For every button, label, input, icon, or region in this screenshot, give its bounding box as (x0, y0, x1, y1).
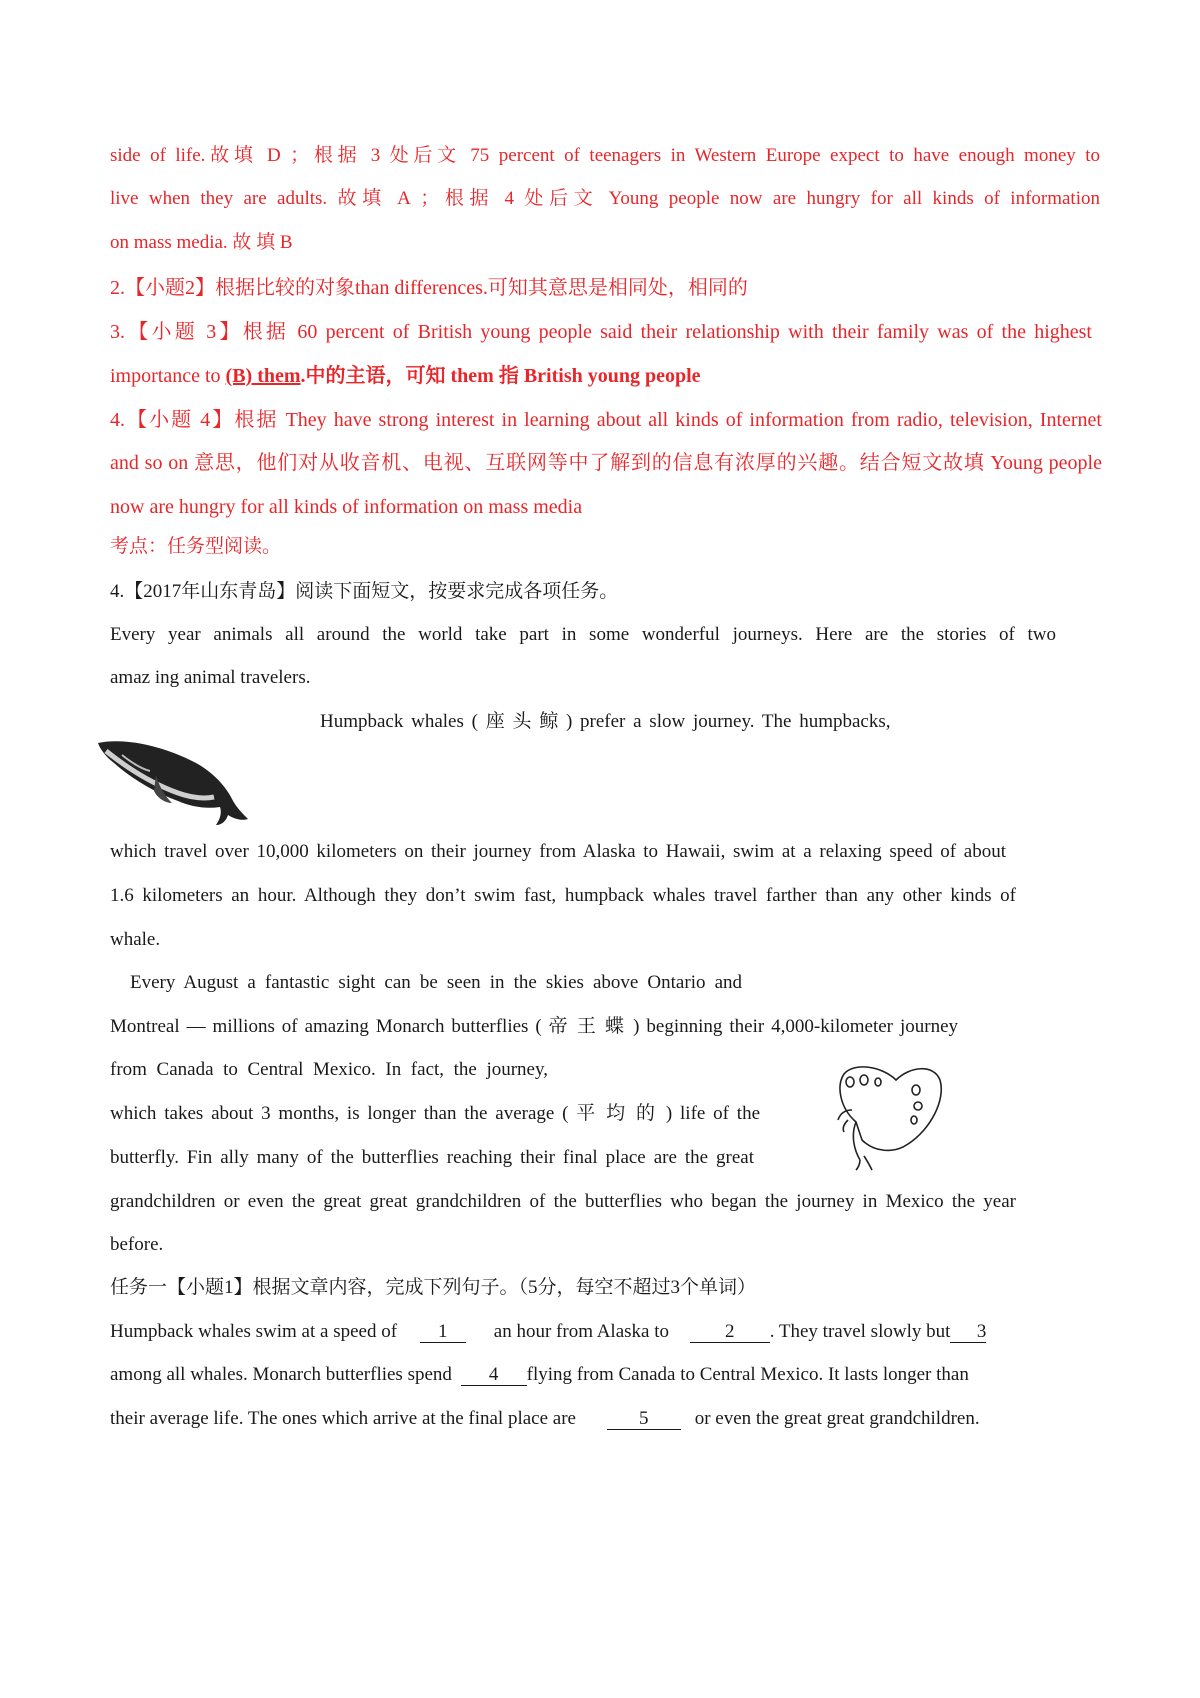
butterfly-line-1: Every August a fantastic sight can be seen in the skies above Ontario and (130, 972, 742, 993)
task-1-line-1 (110, 1320, 986, 1344)
task-1-text-b: an hour from Alaska to (493, 1321, 669, 1342)
whale-line-1: Humpback whales ( 座 头 鲸 ) prefer a slow journey. The humpbacks, (320, 711, 891, 732)
blank-4[interactable]: 4 (461, 1365, 527, 1386)
task-1-text-d: among all whales. Monarch butterflies spend (110, 1364, 452, 1385)
task-1-text-f: their average life. The ones which arrive at the final place are (110, 1408, 576, 1429)
butterfly-line-6: grandchildren or even the great great grandchildren of the butterflies who began the journey in Mexico the year (110, 1191, 1016, 1212)
butterfly-line-4: which takes about 3 months, is longer than the average ( 平 均 的 ) life of the (110, 1103, 760, 1124)
answer-3-line-2 (110, 364, 701, 388)
passage-intro-line-1: Every year animals all around the world take part in some wonderful journeys. Here are the stories of two (110, 624, 1056, 645)
kaodian: 考点：任务型阅读。 (110, 536, 282, 557)
task-1-heading: 任务一【小题1】根据文章内容，完成下列句子。（5分，每空不超过3个单词） (110, 1277, 757, 1298)
task-1-text-e: flying from Canada to Central Mexico. It lasts longer than (526, 1364, 969, 1385)
butterfly-line-2: Montreal — millions of amazing Monarch butterflies ( 帝 王 蝶 ) beginning their 4,000-kilometer journey (110, 1016, 958, 1037)
whale-line-4: whale. (110, 929, 161, 950)
butterfly-illustration (834, 1060, 944, 1172)
butterfly-line-5: butterfly. Fin ally many of the butterflies reaching their final place are the great (110, 1147, 754, 1168)
question-4-heading: 4.【2017年山东青岛】阅读下面短文，按要求完成各项任务。 (110, 581, 619, 602)
answer-4-line-2: and so on 意思，他们对从收音机、电视、互联网等中了解到的信息有浓厚的兴趣。结合短文故填 Young people (110, 452, 1102, 474)
answer-intro-line-2: live when they are adults. 故填 A ；根据 4 处后文 Young people now are hungry for all kinds of information (110, 188, 1100, 209)
humpback-whale-illustration (96, 733, 250, 827)
whale-line-3: 1.6 kilometers an hour. Although they don’t swim fast, humpback whales travel farther than any other kinds of (110, 885, 1016, 906)
butterfly-line-7: before. (110, 1234, 164, 1255)
answer-2: 2.【小题2】根据比较的对象than differences.可知其意思是相同处，相同的 (110, 277, 748, 299)
blank-3[interactable]: 3 (950, 1322, 986, 1343)
answer-intro-line-3: on mass media. 故 填 B (110, 232, 293, 253)
answer-3-post: .中的主语，可知 them 指 British young people (300, 365, 701, 387)
answer-4-line-1: 4.【小题 4】根据 They have strong interest in learning about all kinds of information from radio, television, Internet (110, 409, 1102, 431)
blank-1[interactable]: 1 (420, 1322, 466, 1343)
blank-2[interactable]: 2 (690, 1322, 770, 1343)
answer-4-line-3: now are hungry for all kinds of information on mass media (110, 496, 583, 518)
task-1-line-3 (110, 1407, 980, 1431)
task-1-text-a: Humpback whales swim at a speed of (110, 1321, 398, 1342)
whale-line-2: which travel over 10,000 kilometers on their journey from Alaska to Hawaii, swim at a relaxing speed of about (110, 841, 1006, 862)
answer-3-underlined: (B) them (225, 365, 301, 387)
answer-intro-line-1: side of life.故填 D ；根据 3 处后文 75 percent of teenagers in Western Europe expect to have enough money to (110, 145, 1100, 166)
passage-intro-line-2: amaz ing animal travelers. (110, 667, 311, 688)
task-1-line-2 (110, 1363, 969, 1387)
answer-3-pre: importance to (110, 365, 226, 387)
butterfly-line-3: from Canada to Central Mexico. In fact, the journey, (110, 1059, 548, 1080)
answer-3-line-1: 3.【小题 3】根据 60 percent of British young people said their relationship with their family was of the highest (110, 321, 1092, 343)
task-1-text-g: or even the great great grandchildren. (694, 1408, 980, 1429)
task-1-text-c: . They travel slowly but (769, 1321, 951, 1342)
blank-5[interactable]: 5 (607, 1409, 681, 1430)
